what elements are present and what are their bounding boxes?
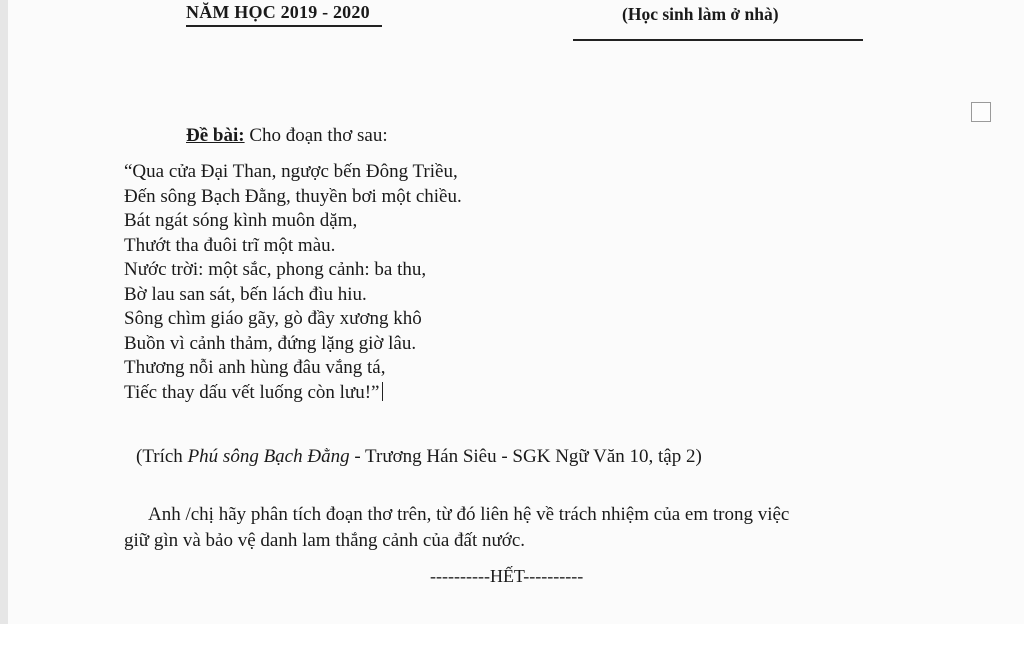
poem-line-text: Tiếc thay dấu vết luống còn lưu!” <box>124 381 380 403</box>
poem-line: Buồn vì cảnh thảm, đứng lặng giờ lâu. <box>124 332 417 354</box>
poem-line: Đến sông Bạch Đằng, thuyền bơi một chiều. <box>124 185 462 207</box>
bottom-margin <box>0 624 1024 656</box>
task-line: giữ gìn và bảo vệ danh lam thắng cảnh của đất nước. <box>124 530 526 551</box>
prompt-label: Đề bài: <box>186 125 245 146</box>
text-cursor <box>382 382 384 401</box>
school-year-heading: NĂM HỌC 2019 - 2020 <box>186 2 370 22</box>
source-suffix: - Trương Hán Siêu - SGK Ngữ Văn 10, tập 2) <box>349 446 702 467</box>
poem-line: Thướt tha đuôi trĩ một màu. <box>124 234 336 256</box>
poem-line: Thương nỗi anh hùng đâu vắng tá, <box>124 357 386 378</box>
source-title: Phú sông Bạch Đằng <box>187 446 350 467</box>
end-mark: ----------HẾT---------- <box>430 566 584 586</box>
prompt-text: Cho đoạn thơ sau: <box>249 125 388 146</box>
empty-checkbox[interactable] <box>971 102 991 122</box>
poem-line: Sông chìm giáo gãy, gò đầy xương khô <box>124 308 422 329</box>
poem-line: Bờ lau san sát, bến lách đìu hiu. <box>124 283 367 305</box>
header-rule <box>573 39 863 41</box>
source-citation <box>136 446 702 468</box>
poem-excerpt <box>124 160 462 405</box>
page-edge <box>0 0 8 624</box>
poem-line: Bát ngát sóng kình muôn dặm, <box>124 210 358 231</box>
prompt <box>186 125 388 147</box>
poem-line: “Qua cửa Đại Than, ngược bến Đông Triều, <box>124 161 458 182</box>
source-prefix: (Trích <box>136 446 188 467</box>
poem-line-last <box>124 381 462 406</box>
task-line: Anh /chị hãy phân tích đoạn thơ trên, từ đó liên hệ về trách nhiệm của em trong việc <box>148 504 790 525</box>
poem-line: Nước trời: một sắc, phong cảnh: ba thu, <box>124 259 427 280</box>
task-instruction <box>124 502 954 554</box>
school-year-underline <box>186 25 382 27</box>
homework-note: (Học sinh làm ở nhà) <box>622 4 779 24</box>
